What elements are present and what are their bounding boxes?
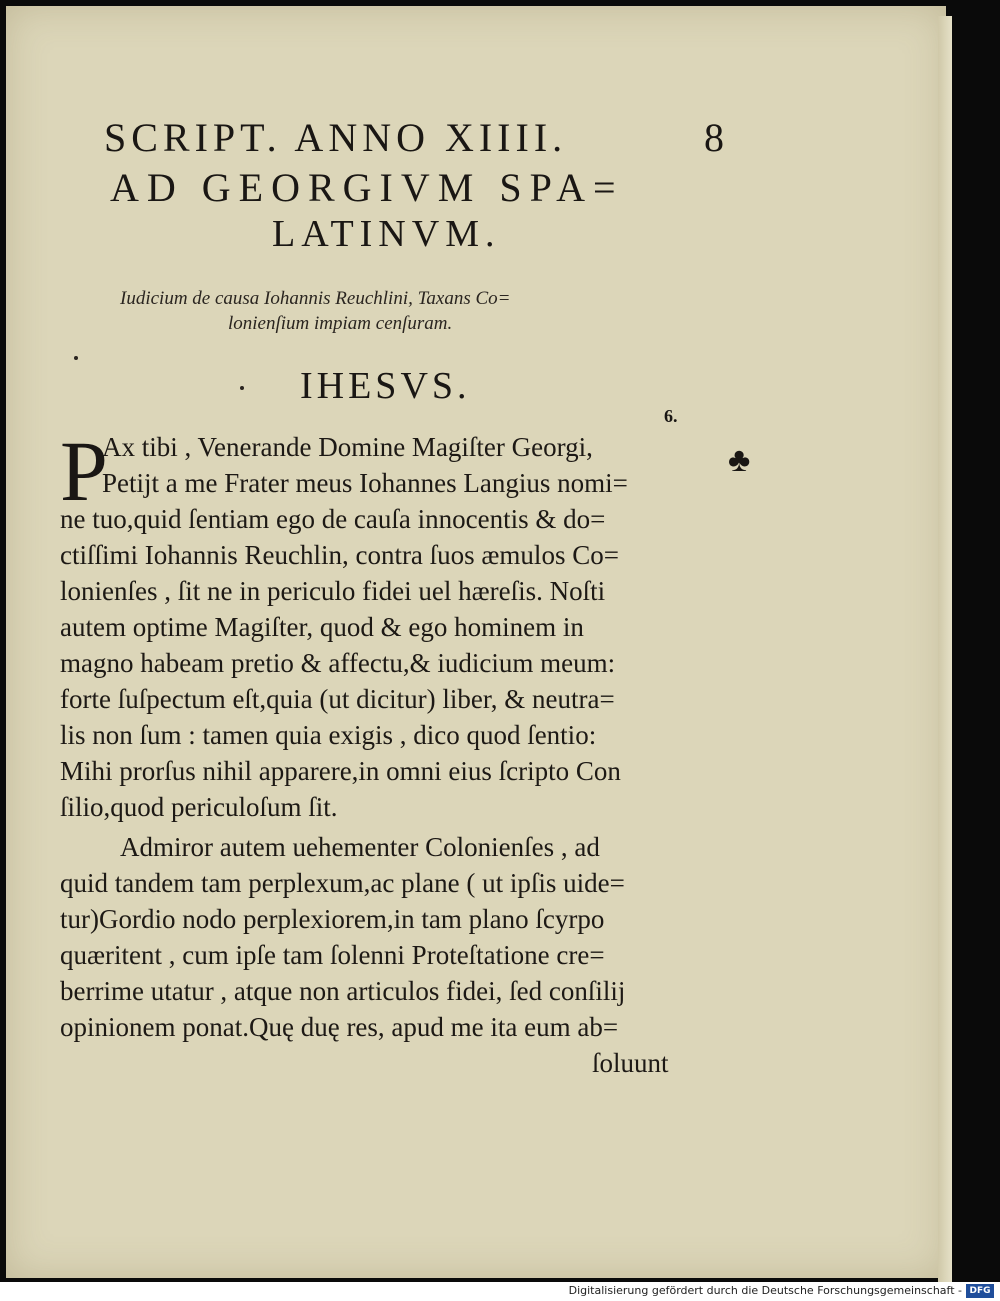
- body-line: Petijt a me Frater meus Iohannes Langius nomi=: [102, 468, 628, 498]
- body-line: magno habeam pretio & affectu,& iudicium meum:: [60, 648, 616, 678]
- funding-credit: Digitalisierung gefördert durch die Deutsche Forschungsgemeinschaft -: [568, 1284, 962, 1297]
- body-line: Mihi prorſus nihil apparere,in omni eius ſcripto Con: [60, 756, 621, 786]
- body-line: lis non ſum : tamen quia exigis , dico quod ſentio:: [60, 720, 597, 750]
- body-line: Ax tibi , Venerande Domine Magiſter Georgi,: [102, 432, 593, 462]
- book-page: [6, 6, 946, 1278]
- ihesus-heading: IHESVS.: [300, 365, 471, 407]
- footer-bar: [0, 1282, 1000, 1301]
- catchword: ſoluunt: [592, 1048, 669, 1078]
- body-line: quid tandem tam perplexum,ac plane ( ut ipſis uide=: [60, 868, 625, 898]
- body-line: ctiſſimi Iohannis Reuchlin, contra ſuos æmulos Co=: [60, 540, 619, 570]
- page-number: 8: [704, 115, 724, 160]
- heading-line-2: AD GEORGIVM SPA=: [110, 165, 624, 210]
- subtitle-line-2: lonienſium impiam cenſuram.: [228, 313, 453, 334]
- marginal-mark-icon: ♣: [728, 442, 751, 479]
- ink-speck: [240, 386, 244, 390]
- body-line: forte ſuſpectum eſt,quia (ut dicitur) liber, & neutra=: [60, 684, 615, 714]
- section-marker: 6.: [664, 406, 678, 426]
- body-line: quæritent , cum ipſe tam ſolenni Proteſtatione cre=: [60, 940, 605, 970]
- drop-cap: P: [60, 423, 108, 519]
- ink-speck: [74, 356, 78, 360]
- subtitle-line-1: Iudicium de causa Iohannis Reuchlini, Taxans Co=: [120, 288, 511, 309]
- heading-line-3: LATINVM.: [272, 213, 501, 255]
- body-line: lonienſes , ſit ne in periculo fidei uel hæreſis. Noſti: [60, 576, 606, 606]
- body-line: berrime utatur , atque non articulos fidei, ſed conſilij: [60, 976, 626, 1006]
- body-line: autem optime Magiſter, quod & ego hominem in: [60, 612, 584, 642]
- body-line: opinionem ponat.Quę duę res, apud me ita eum ab=: [60, 1012, 619, 1042]
- dfg-logo-icon: DFG: [966, 1284, 994, 1298]
- body-line: ſilio,quod periculoſum ſit.: [60, 792, 338, 822]
- body-line: tur)Gordio nodo perplexiorem,in tam plano ſcyrpo: [60, 904, 605, 934]
- body-line: Admiror autem uehementer Colonienſes , ad: [120, 832, 600, 862]
- heading-line-1: SCRIPT. ANNO XIIII.: [104, 115, 568, 160]
- body-line: ne tuo,quid ſentiam ego de cauſa innocentis & do=: [60, 504, 606, 534]
